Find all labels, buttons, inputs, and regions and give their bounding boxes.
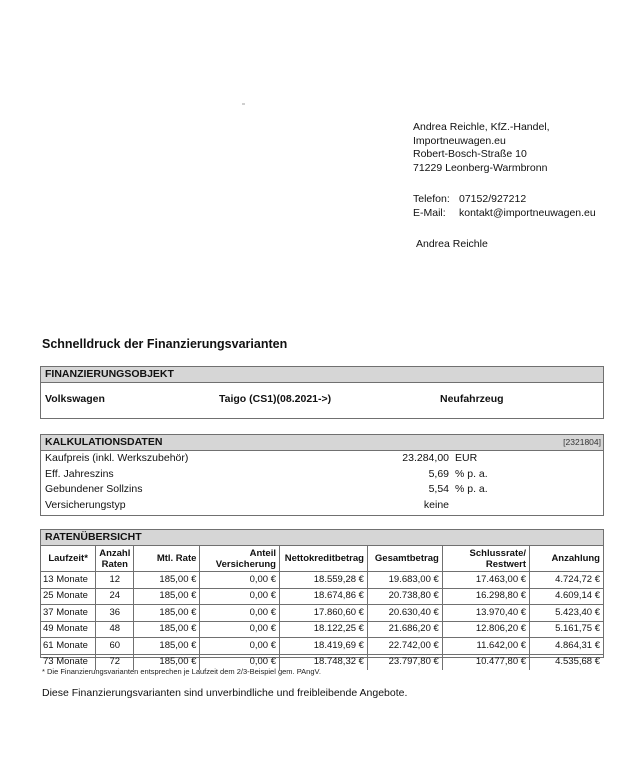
vehicle-type: Neufahrzeug [440,393,504,405]
calculation-section [40,434,604,516]
cell-anzahlung: 4.609,14 € [530,588,603,605]
calc-row [41,482,603,498]
calc-row [41,451,603,467]
cell-anzahlung: 4.724,72 € [530,572,603,589]
cell-laufzeit: 37 Monate [41,605,96,622]
calc-label: Versicherungstyp [45,498,126,511]
calc-row [41,467,603,483]
col-schlussrate: Schlussrate/ Restwert [442,546,529,572]
calc-value: keine [423,498,449,511]
cell-laufzeit: 73 Monate [41,654,96,670]
cell-rate: 185,00 € [134,605,200,622]
cell-schlussrate: 11.642,00 € [442,638,529,655]
calculation-code: [2321804] [563,437,601,447]
cell-laufzeit: 61 Monate [41,638,96,655]
phone-value: 07152/927212 [459,193,527,205]
section-header [41,367,603,383]
footnote: * Die Finanzierungsvarianten entsprechen je Laufzeit dem 2/3-Beispiel gem. PAngV. [42,667,321,676]
col-anzahlung: Anzahlung [530,546,603,572]
cell-rate: 185,00 € [134,638,200,655]
phone-label: Telefon: [413,193,450,205]
rates-section [40,529,604,668]
cell-anzahl: 24 [96,588,134,605]
rates-table [41,545,603,670]
col-nettokreditbetrag: Nettokreditbetrag [280,546,368,572]
section-header [41,530,603,545]
cell-versicherung: 0,00 € [200,638,280,655]
section-header [41,435,603,451]
cell-anzahlung: 4.535,68 € [530,654,603,670]
cell-schlussrate: 12.806,20 € [442,621,529,638]
table-row [41,588,603,605]
dealer-name: Andrea Reichle, KfZ.-Handel, [413,121,550,133]
cell-rate: 185,00 € [134,572,200,589]
phone-row [413,193,596,207]
table-header-row [41,546,603,572]
cell-anzahlung: 4.864,31 € [530,638,603,655]
table-row [41,605,603,622]
cell-rate: 185,00 € [134,588,200,605]
cell-anzahlung: 5.161,75 € [530,621,603,638]
cell-netto: 18.559,28 € [280,572,368,589]
col-anteil-versicherung: Anteil Versicherung [200,546,280,572]
cell-anzahl: 48 [96,621,134,638]
page-title: Schnelldruck der Finanzierungsvarianten [42,337,288,351]
cell-gesamt: 22.742,00 € [367,638,442,655]
cell-anzahl: 12 [96,572,134,589]
cell-versicherung: 0,00 € [200,621,280,638]
cell-versicherung: 0,00 € [200,572,280,589]
cell-schlussrate: 13.970,40 € [442,605,529,622]
calc-unit: % p. a. [455,483,488,495]
cell-anzahl: 36 [96,605,134,622]
contact-person: Andrea Reichle [416,238,488,250]
cell-versicherung: 0,00 € [200,605,280,622]
cell-gesamt: 23.797,80 € [367,654,442,670]
cell-anzahl: 60 [96,638,134,655]
cell-netto: 18.674,86 € [280,588,368,605]
email-row [413,207,596,221]
calc-label: Eff. Jahreszins [45,467,114,480]
cell-gesamt: 20.738,80 € [367,588,442,605]
dealer-city: 71229 Leonberg-Warmbronn [413,161,548,174]
dealer-street: Robert-Bosch-Straße 10 [413,148,527,160]
col-mtl-rate: Mtl. Rate [134,546,200,572]
cell-laufzeit: 13 Monate [41,572,96,589]
cell-gesamt: 21.686,20 € [367,621,442,638]
cell-gesamt: 19.683,00 € [367,572,442,589]
section-header-label: KALKULATIONSDATEN [45,436,163,448]
vehicle-brand: Volkswagen [45,393,105,405]
table-row [41,621,603,638]
email-label: E-Mail: [413,206,446,219]
cell-netto: 17.860,60 € [280,605,368,622]
financing-object-section [40,366,604,419]
cell-versicherung: 0,00 € [200,588,280,605]
cell-laufzeit: 25 Monate [41,588,96,605]
table-row [41,572,603,589]
cell-laufzeit: 49 Monate [41,621,96,638]
cell-anzahlung: 5.423,40 € [530,605,603,622]
calc-value: 23.284,00 [402,452,449,464]
dealer-address [413,121,596,252]
calc-value: 5,54 [428,483,449,495]
col-laufzeit: Laufzeit* [41,546,96,572]
calc-label: Gebundener Sollzins [45,483,143,495]
cell-versicherung: 0,00 € [200,654,280,670]
section-header-label: FINANZIERUNGSOBJEKT [45,368,174,380]
cell-netto: 18.419,69 € [280,638,368,655]
col-anzahl-raten: Anzahl Raten [96,546,134,572]
calc-row [41,498,603,514]
cell-schlussrate: 17.463,00 € [442,572,529,589]
vehicle-model: Taigo (CS1)(08.2021->) [219,393,332,405]
email-value: kontakt@importneuwagen.eu [459,206,596,219]
table-row [41,638,603,655]
calc-label: Kaufpreis (inkl. Werkszubehör) [45,452,189,464]
cell-anzahl: 72 [96,654,134,670]
scan-artifact [242,103,245,105]
cell-rate: 185,00 € [134,621,200,638]
cell-schlussrate: 10.477,80 € [442,654,529,670]
col-gesamtbetrag: Gesamtbetrag [367,546,442,572]
disclaimer: Diese Finanzierungsvarianten sind unverbindliche und freibleibende Angebote. [42,687,408,699]
cell-schlussrate: 16.298,80 € [442,588,529,605]
cell-rate: 185,00 € [134,654,200,670]
cell-netto: 18.122,25 € [280,621,368,638]
calc-unit: EUR [455,452,478,464]
section-header-label: RATENÜBERSICHT [45,531,142,543]
dealer-website: Importneuwagen.eu [413,134,506,147]
calc-unit: % p. a. [455,467,488,480]
cell-gesamt: 20.630,40 € [367,605,442,622]
cell-netto: 18.748,32 € [280,654,368,670]
calc-value: 5,69 [428,467,449,480]
